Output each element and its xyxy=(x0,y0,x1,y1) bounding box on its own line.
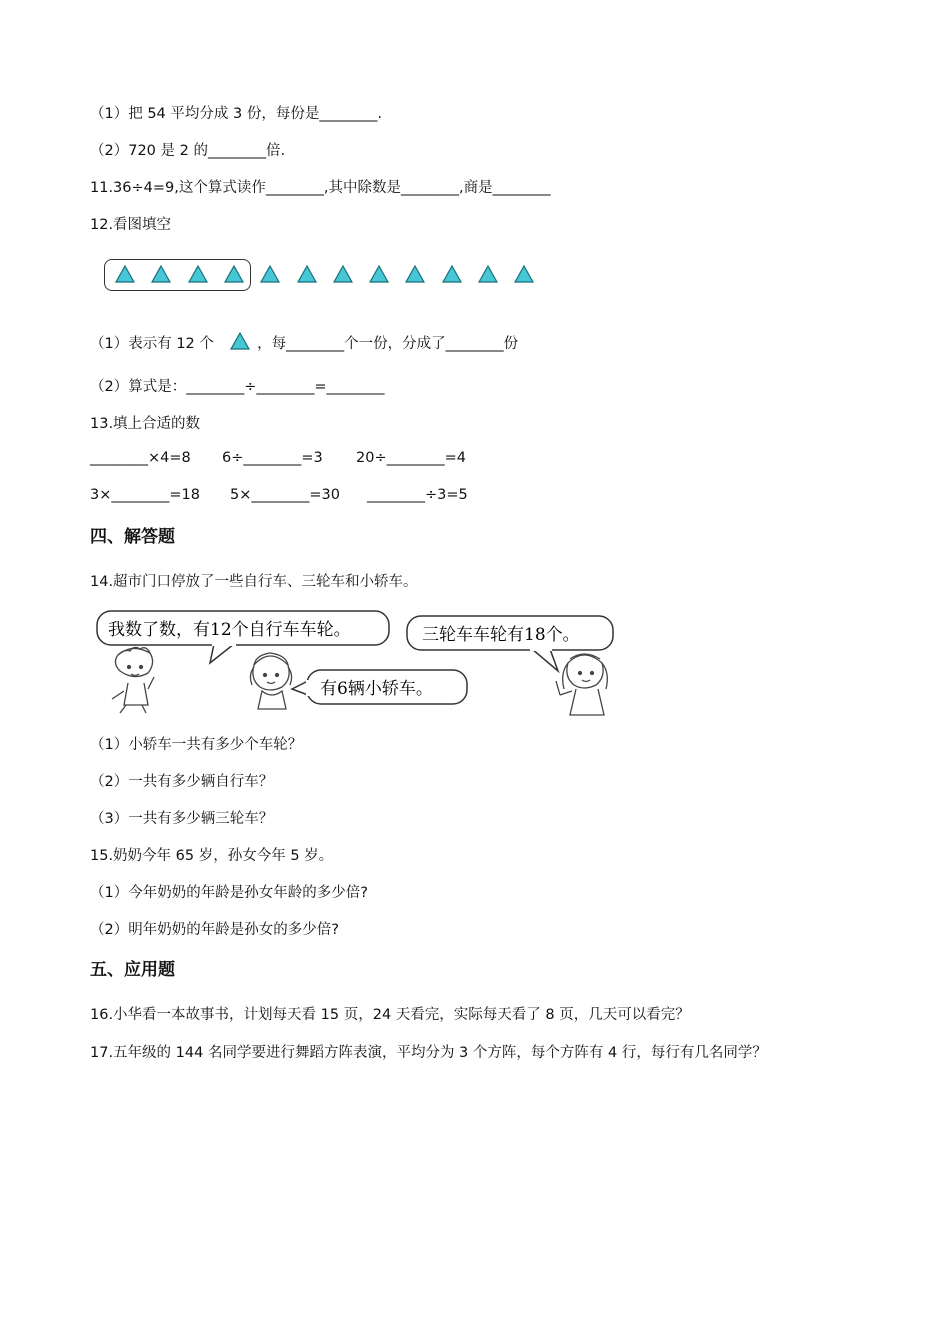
kids-illustration xyxy=(94,607,620,719)
triangle-mark xyxy=(441,264,463,284)
triangle-mark xyxy=(187,264,209,284)
section-4-heading: 四、解答题 xyxy=(90,527,175,547)
q16-text: 16.小华看一本故事书，计划每天看 15 页，24 天看完，实际每天看了 8 页，几天可以看完？ xyxy=(90,1007,690,1023)
q13-blank: 5×________=30 xyxy=(230,487,340,503)
bubble-middle-text: 有6辆小轿车。 xyxy=(320,679,433,699)
q13-title: 13.填上合适的数 xyxy=(90,416,201,432)
q14-part2: （2）一共有多少辆自行车？ xyxy=(90,774,274,790)
triangle-mark xyxy=(114,264,136,284)
triangle-mark xyxy=(259,264,281,284)
q13-row-2 xyxy=(0,487,950,507)
q14-text: 14.超市门口停放了一些自行车、三轮车和小轿车。 xyxy=(90,574,418,590)
section-5-heading: 五、应用题 xyxy=(90,960,175,980)
q11-text: 11.36÷4=9,这个算式读作________,其中除数是________,商是________ xyxy=(90,180,551,196)
speech-bubble-middle xyxy=(292,670,467,704)
q15-text: 15.奶奶今年 65 岁，孙女今年 5 岁。 xyxy=(90,848,334,864)
q13-blank: ________×4=8 xyxy=(90,450,191,466)
triangle-mark xyxy=(404,264,426,284)
q13-blank: 20÷________=4 xyxy=(356,450,466,466)
girl-figure-right xyxy=(556,654,607,715)
q15-part1: （1）今年奶奶的年龄是孙女年龄的多少倍? xyxy=(90,885,368,901)
boy-figure xyxy=(112,647,154,713)
triangle-mark xyxy=(150,264,172,284)
bubble-right-text: 三轮车车轮有18个。 xyxy=(422,625,580,645)
triangle-mark xyxy=(368,264,390,284)
triangle-mark xyxy=(513,264,535,284)
triangle-mark xyxy=(477,264,499,284)
q13-blank: 3×________=18 xyxy=(90,487,200,503)
triangle-mark xyxy=(296,264,318,284)
girl-figure-middle xyxy=(250,653,291,709)
q14-part3: （3）一共有多少辆三轮车？ xyxy=(90,811,274,827)
q10-part1: （1）把 54 平均分成 3 份，每份是________. xyxy=(90,106,382,122)
q12-part1-prefix: （1）表示有 12 个 xyxy=(90,336,214,352)
triangle-mark xyxy=(223,264,245,284)
q13-blank: ________÷3=5 xyxy=(367,487,468,503)
q14-part1: （1）小轿车一共有多少个车轮？ xyxy=(90,737,303,753)
triangle-icon xyxy=(229,331,251,351)
q17-text: 17.五年级的 144 名同学要进行舞蹈方阵表演，平均分为 3 个方阵，每个方阵有 4 行，每行有几名同学？ xyxy=(90,1045,767,1061)
q12-part1 xyxy=(90,331,518,353)
q13-blank: 6÷________=3 xyxy=(222,450,323,466)
q12-part2: （2）算式是：________÷________=________ xyxy=(90,379,385,395)
q12-part1-suffix: ，每________个一份，分成了________份 xyxy=(257,336,519,352)
q12-title: 12.看图填空 xyxy=(90,217,172,233)
q10-part2: （2）720 是 2 的________倍. xyxy=(90,143,286,159)
triangle-mark xyxy=(332,264,354,284)
q15-part2: （2）明年奶奶的年龄是孙女的多少倍? xyxy=(90,922,339,938)
bubble-left-text: 我数了数，有12个自行车车轮。 xyxy=(108,620,351,640)
q13-row-1 xyxy=(0,450,950,470)
